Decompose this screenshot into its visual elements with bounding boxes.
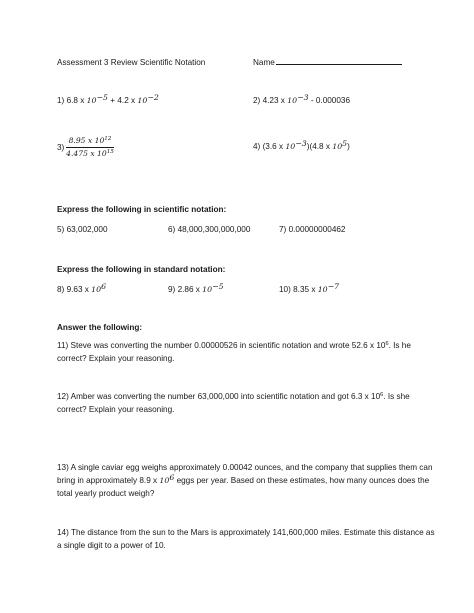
question-13-line-1: 13) A single caviar egg weighs approximately 0.00042 ounces, and the company that supplies them can bbox=[57, 463, 433, 472]
problem-2: 2) 4.23 x $10^{-3} - 0.000036$ bbox=[253, 92, 351, 105]
fraction-denominator: 4.475 x $10^{15}$ bbox=[66, 148, 114, 158]
problem-3-label: 3) bbox=[57, 143, 65, 152]
question-13 bbox=[57, 462, 433, 500]
problem-9: 9) 2.86 x $10^{-5}$ bbox=[168, 281, 224, 294]
name-blank-line[interactable] bbox=[276, 57, 402, 65]
question-14 bbox=[57, 527, 435, 553]
question-14-line-2: a single digit to a power of 10. bbox=[57, 540, 166, 550]
question-11 bbox=[57, 340, 411, 366]
question-13-line-2: bring in approximately 8.9 x $10^6$ eggs per year. Based on these estimates, how many ounces does the bbox=[57, 472, 430, 485]
fraction-numerator: 8.95 x $10^{12}$ bbox=[66, 136, 114, 148]
worksheet-title: Assessment 3 Review Scientific Notation bbox=[57, 58, 206, 67]
problem-3-fraction bbox=[66, 136, 114, 159]
question-12 bbox=[57, 391, 410, 417]
problem-6: 6) 48,000,300,000,000 bbox=[168, 225, 251, 234]
problem-4: 4) (3.6 x $10^{-3})(4.8$ x $10^5$) bbox=[253, 138, 350, 151]
problem-7: 7) 0.00000000462 bbox=[279, 225, 346, 234]
question-12-line-1: 12) Amber was converting the number 63,000,000 into scientific notation and got 6.3 x $10^6$. Is she bbox=[57, 391, 410, 401]
name-field[interactable] bbox=[253, 57, 402, 68]
question-11-line-1: 11) Steve was converting the number 0.00000526 in scientific notation and wrote 52.6 x $10^6$. Is he bbox=[57, 340, 411, 350]
problem-5: 5) 63,002,000 bbox=[57, 225, 108, 234]
problem-1: 1) 6.8 x $10^{-5} + 4.2$ x $10^{-2}$ bbox=[57, 92, 159, 105]
problem-8: 8) 9.63 x $10^6$ bbox=[57, 281, 107, 294]
problem-10: 10) 8.35 x $10^{-7}$ bbox=[279, 281, 340, 294]
question-12-line-2: correct? Explain your reasoning. bbox=[57, 404, 175, 414]
section-heading-standard: Express the following in standard notation: bbox=[57, 265, 226, 274]
question-14-line-1: 14) The distance from the sun to the Mars is approximately 141,600,000 miles. Estimate this distance as bbox=[57, 528, 435, 537]
section-heading-answer: Answer the following: bbox=[57, 323, 143, 332]
question-13-line-3: total yearly product weigh? bbox=[57, 488, 155, 498]
section-heading-scientific: Express the following in scientific notation: bbox=[57, 205, 227, 214]
name-label: Name bbox=[253, 58, 275, 67]
question-11-line-2: correct? Explain your reasoning. bbox=[57, 353, 175, 363]
